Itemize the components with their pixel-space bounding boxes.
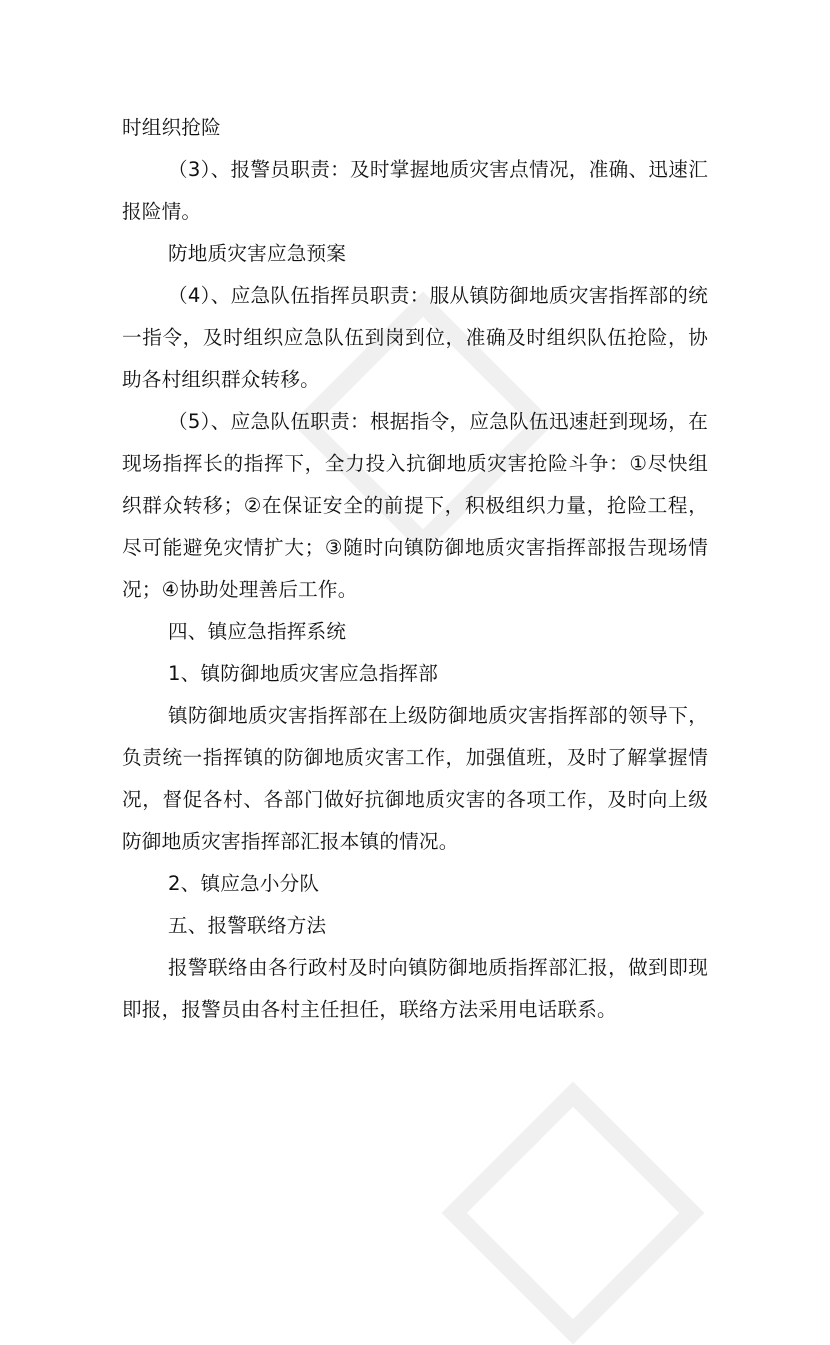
document-body [122, 107, 708, 1031]
section-heading-command-system: 四、镇应急指挥系统 [168, 620, 347, 643]
paragraph-continuation: 时组织抢险 [122, 116, 221, 139]
paragraph-team-commander-duty: （4）、应急队伍指挥员职责：服从镇防御地质灾害指挥部的统一指令，及时组织应急队伍到岗到位，准确及时组织队伍抢险，协助各村组织群众转移。 [122, 284, 708, 391]
subheading-emergency-squad: 2、镇应急小分队 [168, 872, 320, 895]
paragraph-alarm-contact: 报警联络由各行政村及时向镇防御地质指挥部汇报，做到即现即报，报警员由各村主任担任，联络方法采用电话联系。 [122, 956, 708, 1021]
watermark-logo [441, 1081, 704, 1344]
paragraph-alarm-officer-duty: （3）、报警员职责：及时掌握地质灾害点情况，准确、迅速汇报险情。 [122, 158, 708, 223]
paragraph-plan-title: 防地质灾害应急预案 [168, 242, 347, 265]
section-heading-alarm-contact: 五、报警联络方法 [168, 914, 327, 937]
subheading-command-hq: 1、镇防御地质灾害应急指挥部 [168, 662, 438, 685]
paragraph-command-hq: 镇防御地质灾害指挥部在上级防御地质灾害指挥部的领导下，负责统一指挥镇的防御地质灾害工作，加强值班，及时了解掌握情况，督促各村、各部门做好抗御地质灾害的各项工作，及时向上级防御地质灾害指挥部汇报本镇的情况。 [122, 704, 708, 853]
paragraph-team-duty: （5）、应急队伍职责：根据指令，应急队伍迅速赶到现场，在现场指挥长的指挥下，全力投入抗御地质灾害抢险斗争：①尽快组织群众转移；②在保证安全的前提下，积极组织力量，抢险工程，尽可能避免灾情扩大；③随时向镇防御地质灾害指挥部报告现场情况；④协助处理善后工作。 [122, 410, 708, 601]
